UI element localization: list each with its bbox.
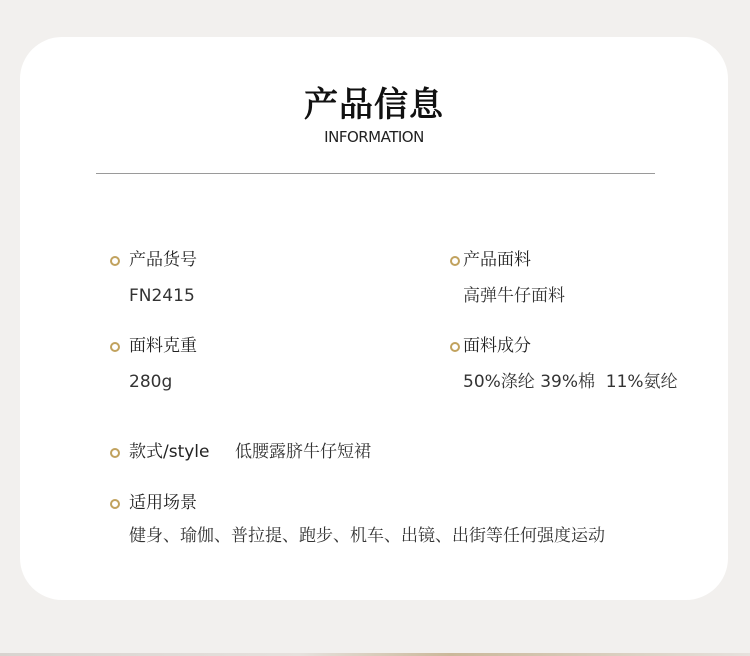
page-title: 产品信息 [304,85,444,125]
bullet-icon [450,256,460,266]
spec-label-composition: 面料成分 [463,336,531,356]
spec-label-scenarios: 适用场景 [129,493,197,513]
spec-value-product-no: FN2415 [129,286,195,306]
page-subtitle: INFORMATION [324,128,424,146]
spec-label-fabric: 产品面料 [463,250,531,270]
spec-label-product-no: 产品货号 [129,250,197,270]
bullet-icon [450,342,460,352]
bullet-icon [110,256,120,266]
spec-value-weight: 280g [129,372,173,392]
spec-value-scenarios: 健身、瑜伽、普拉提、跑步、机车、出镜、出街等任何强度运动 [129,526,605,546]
bullet-icon [110,342,120,352]
spec-value-style: 低腰露脐牛仔短裙 [235,442,371,462]
spec-label-style: 款式/style [129,442,210,462]
bullet-icon [110,499,120,509]
spec-label-weight: 面料克重 [129,336,197,356]
info-card [20,37,728,600]
spec-value-composition: 50%涤纶 39%棉 11%氨纶 [463,372,678,392]
spec-value-fabric: 高弹牛仔面料 [463,286,565,306]
bullet-icon [110,448,120,458]
divider [96,173,655,174]
